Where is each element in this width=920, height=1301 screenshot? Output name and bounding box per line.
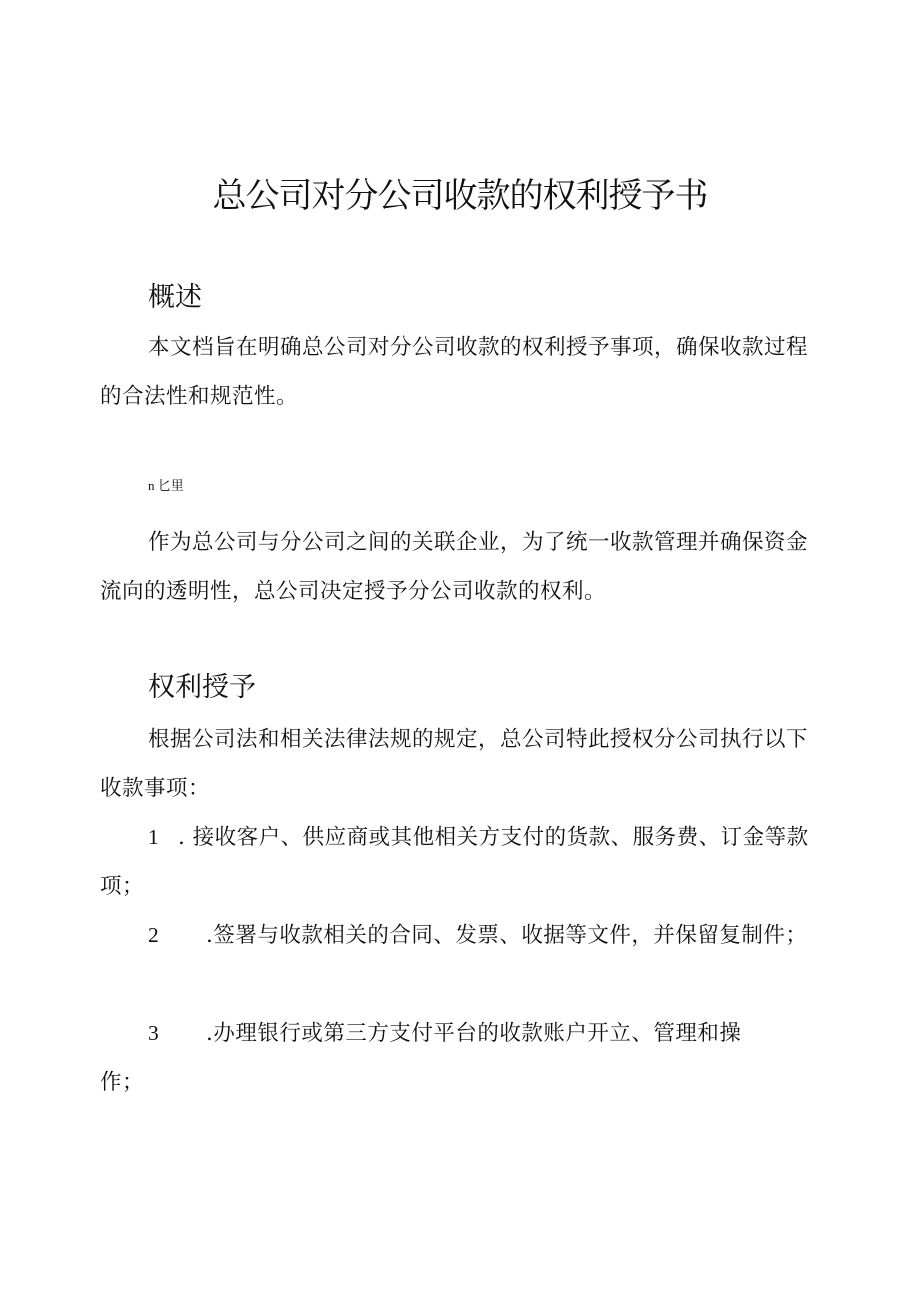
section-heading-overview: 概述 [148, 282, 202, 313]
list-item-text: .签署与收款相关的合同、发票、收据等文件，并保留复制件； [206, 923, 808, 948]
background-paragraph: 作为总公司与分公司之间的关联企业，为了统一收款管理并确保资金流向的透明性，总公司决定授予分公司收款的权利。 [100, 530, 809, 604]
section-heading-background: n 匕里 [148, 478, 184, 493]
list-item [100, 813, 815, 911]
grant-paragraph: 根据公司法和相关法律法规的规定，总公司特此授权分公司执行以下收款事项： [100, 727, 809, 801]
list-item [100, 911, 815, 960]
document-title: 总公司对分公司收款的权利授予书 [212, 176, 708, 216]
list-item-number: 2 [148, 923, 160, 947]
list-item-text: . 接收客户、供应商或其他相关方支付的货款、服务费、订金等款项； [100, 825, 809, 899]
list-item [100, 1009, 780, 1107]
list-item-text: .办理银行或第三方支付平台的收款账户开立、管理和操作； [100, 1021, 742, 1095]
section-heading-grant: 权利授予 [148, 672, 256, 703]
overview-paragraph: 本文档旨在明确总公司对分公司收款的权利授予事项，确保收款过程的合法性和规范性。 [100, 335, 809, 409]
list-item-number: 1 [148, 825, 160, 849]
list-item-number: 3 [148, 1021, 160, 1045]
